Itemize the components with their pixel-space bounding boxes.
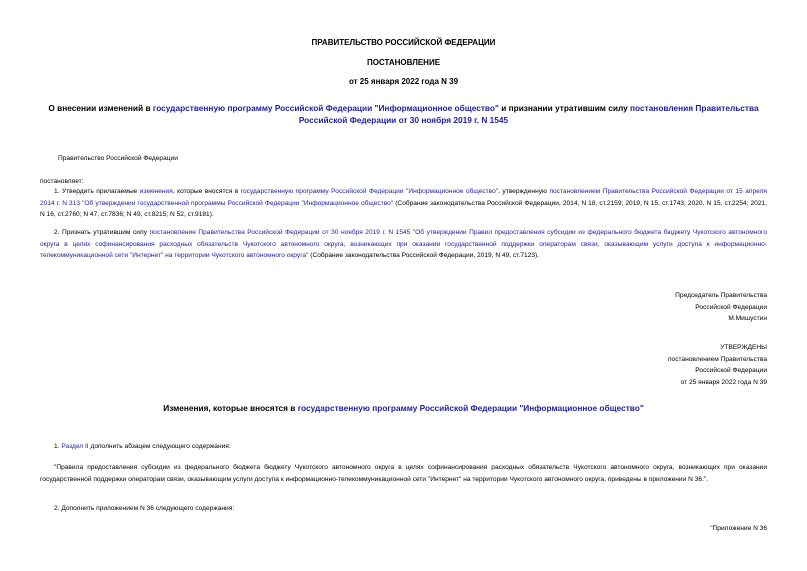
item-2-text: (Собрание законодательства Российской Федерации, 2019, N 49, ст.7123). [308, 252, 540, 259]
signature-name: М.Мишустин [728, 315, 767, 322]
changes-title [40, 403, 767, 415]
approved-block [668, 342, 767, 388]
item-1-link-changes[interactable]: изменения [139, 188, 173, 195]
change-2-paragraph: 2. Дополнить приложением N 36 следующего содержания: [54, 505, 235, 512]
document-date-number: от 25 января 2022 года N 39 [348, 77, 459, 86]
signature-line: Председатель Правительства [675, 292, 767, 299]
document-type: ПОСТАНОВЛЕНИЕ [366, 58, 441, 67]
item-1-link-program[interactable]: государственную программу Российской Федерации "Информационное общество" [240, 188, 499, 195]
title-link-program[interactable]: государственную программу Российской Федерации "Информационное общество" [152, 103, 499, 113]
changes-title-text: Изменения, которые вносятся в [163, 403, 298, 413]
item-2-link-resolution[interactable]: постановление Правительства Российской Федерации от 30 ноября 2019 г. N 1545 "Об утверждении Правил предоставления субсидии из федерального бюджета бюджету Чукотского автономного округа в целях софинансирования расходных обязательств Чукотского автономного округа, возникающих при оказании государственной поддержки операторам связи, оказывающим услуги доступа к информационно-телекоммуникационной сети "Интернет" на территории Чукотского автономного округа" [40, 229, 767, 259]
document-title [40, 103, 767, 126]
item-1-text: 1. Утвердить прилагаемые [54, 188, 140, 195]
item-1-text: , которые вносятся в [172, 188, 241, 195]
government-heading: ПРАВИТЕЛЬСТВО РОССИЙСКОЙ ФЕДЕРАЦИИ [311, 38, 496, 47]
quoted-paragraph: "Правила предоставления субсидии из федерального бюджета бюджету Чукотского автономного округа в целях софинансирования расходных обязательств Чукотского автономного округа, возникающих при оказании государственной поддержки операторам связи, оказывающим услуги доступа к информационно-телекоммуникационной сети "Интернет" на территории Чукотского автономного округа, приведены в приложении N 36.". [40, 464, 767, 483]
appendix-label: "Приложение N 36 [710, 525, 767, 532]
item-1-text: , утвержденную [498, 188, 550, 195]
item-2-text: 2. Признать утратившим силу [54, 229, 150, 236]
signature-line: Российской Федерации [695, 303, 767, 311]
approved-line: постановлением Правительства [667, 355, 767, 363]
changes-title-link[interactable]: государственную программу Российской Федерации "Информационное общество" [297, 403, 644, 413]
item-1-link-resolution[interactable]: постановлением Правительства Российской Федерации от 15 апреля 2014 г. N 313 "Об утверждении государственной программы Российской Федерации "Информационное общество" [40, 188, 767, 207]
item-2-paragraph [40, 227, 767, 262]
change-1-number: 1. [54, 443, 62, 450]
section-2-link[interactable]: Раздел II [61, 443, 89, 450]
appendix-heading [710, 523, 767, 535]
approved-line: УТВЕРЖДЕНЫ [720, 344, 767, 351]
title-link-resolution[interactable]: постановления Правительства Российской Федерации от 30 ноября 2019 г. N 1545 [298, 103, 759, 125]
approved-line: Российской Федерации [695, 367, 767, 374]
title-text: и признании утратившим силу [498, 103, 631, 113]
decides-text: постановляет: [40, 178, 84, 185]
item-1-text: (Собрание законодательства Российской Федерации, 2014, N 18, ст.2159; 2019, N 15, ст.1743; 2020, N 15, ст.2254; 2021, N 16, ст.2760; N 47, ст.7836; N 49, ст.8215; N 52, ст.9181). [40, 199, 767, 218]
change-1-text: дополнить абзацем следующего содержания: [88, 443, 231, 450]
item-1-paragraph [40, 186, 767, 221]
intro-text: Правительство Российской Федерации [58, 155, 178, 162]
approved-line: от 25 января 2022 года N 39 [680, 378, 767, 386]
change-1-paragraph [54, 441, 767, 453]
signature-block [675, 290, 767, 325]
title-text: О внесении изменений в [48, 103, 153, 113]
